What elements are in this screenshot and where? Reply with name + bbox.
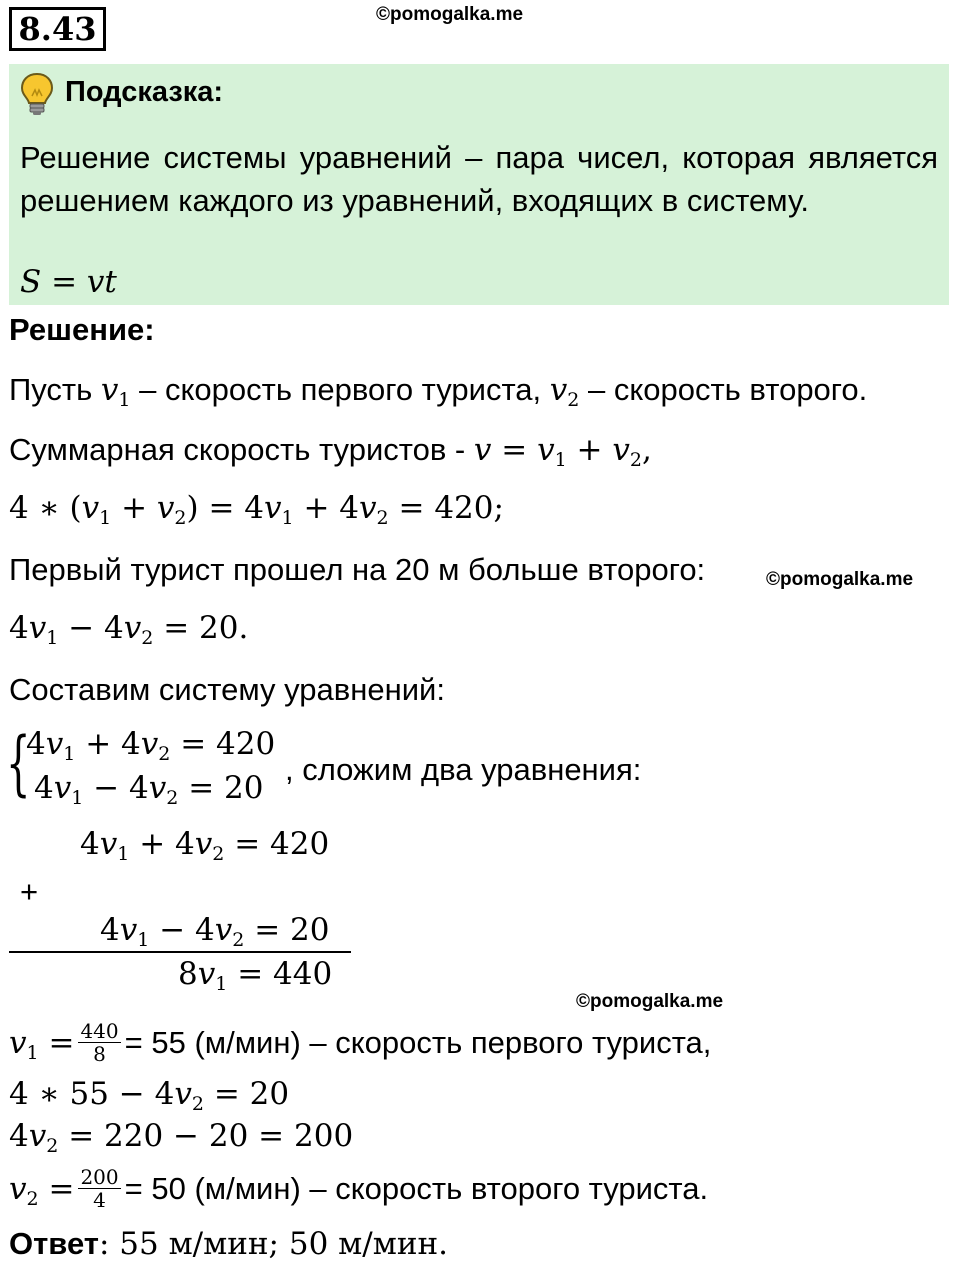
solution-line-5: $4v_1 - 4v_2 = 20$.: [9, 610, 249, 649]
solution-line-6: Составим систему уравнений:: [9, 672, 445, 707]
system-brace: {: [6, 722, 31, 804]
v2-fraction: $\frac{200}{4}$: [80, 1165, 119, 1212]
solution-line-4: Первый турист прошел на 20 м больше второго:: [9, 552, 706, 587]
hint-formula: S = vt: [20, 264, 117, 300]
answer-line: [9, 1226, 448, 1262]
watermark: ©pomogalka.me: [376, 4, 524, 25]
solution-line-3: 4 ∗ $(v_1 + v_2) = 4v_1 + 4v_2 = 420$;: [9, 490, 504, 529]
problem-number: 8.43: [9, 7, 106, 51]
solution-line-2: Суммарная скорость туристов - $v = v_1 + v_2$,: [9, 432, 652, 471]
calc-line-1: 4 ∗ $55 - 4v_2 = 20$: [9, 1076, 290, 1115]
plus-sign: +: [20, 874, 39, 909]
hint-text: Решение системы уравнений – пара чисел, которая является решением каждого из уравнений, входящих в систему.: [20, 140, 938, 218]
watermark-3: ©pomogalka.me: [576, 991, 724, 1012]
calc-line-2: $4v_2 = 220 - 20 = 200$: [9, 1118, 354, 1157]
solution-title: Решение:: [9, 312, 155, 347]
v1-result: $v_1$ = $\frac{440}{8}$ = 55 (м/мин) – скорость первого туриста,: [9, 1019, 712, 1066]
sum-eq-2: $4v_1 - 4v_2 = 20$: [100, 912, 330, 951]
system-note: , сложим два уравнения:: [285, 752, 642, 787]
v1-fraction: $\frac{440}{8}$: [80, 1019, 119, 1066]
sum-result: $8v_1 = 440$: [178, 956, 333, 995]
system-eq-1: $4v_1 + 4v_2 = 420$: [26, 726, 276, 765]
watermark-2: ©pomogalka.me: [766, 569, 914, 590]
lightbulb-icon: [19, 72, 55, 116]
hint-box: [9, 64, 949, 305]
sum-divider: [9, 951, 351, 953]
system-eq-2: $4v_1 - 4v_2 = 20$: [34, 770, 264, 809]
answer-label: Ответ: [9, 1226, 99, 1261]
answer-value: : 55 м/мин; 50 м/мин.: [98, 1226, 449, 1262]
v2-result: $v_2$ = $\frac{200}{4}$ = 50 (м/мин) – скорость второго туриста.: [9, 1165, 709, 1212]
hint-title: Подсказка:: [65, 76, 224, 108]
solution-line-1: Пусть $v_1$ – скорость первого туриста, $v_2$ – скорость второго.: [9, 372, 868, 411]
sum-eq-1: $4v_1 + 4v_2 = 420$: [80, 826, 330, 865]
